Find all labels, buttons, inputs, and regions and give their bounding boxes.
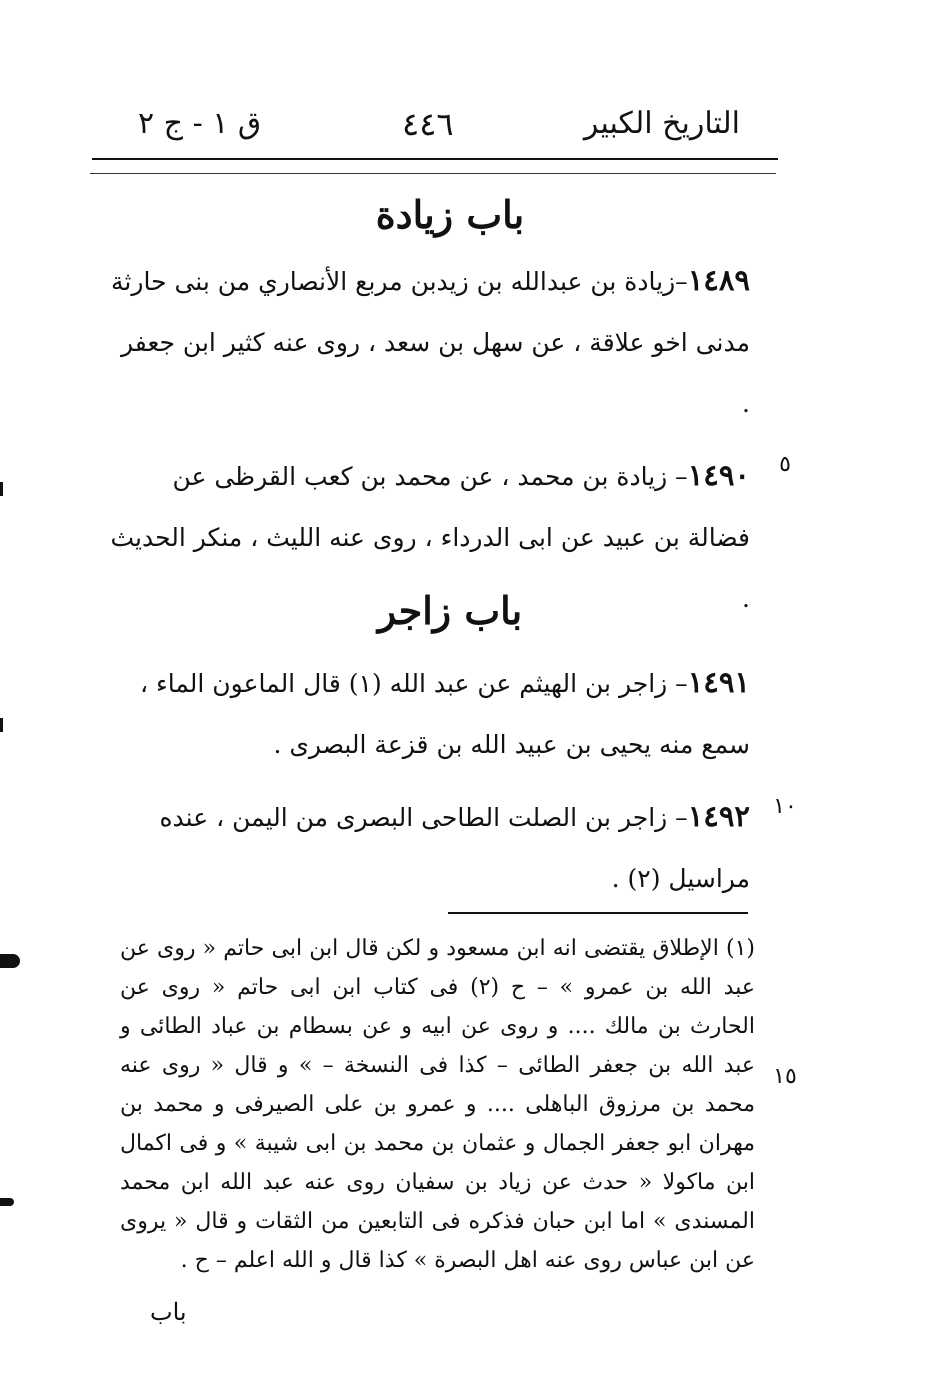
entry-text: – زيادة بن محمد ، عن محمد بن كعب القرظى عن فضالة بن عبيد عن ابى الدرداء ، روى عنه الليث ، منكر الحديث .	[110, 462, 750, 613]
edge-mark	[0, 718, 3, 732]
line-number: ٥	[779, 452, 791, 477]
section-heading: باب زيادة	[375, 192, 525, 237]
entry-text: – زاجر بن الهيثم عن عبد الله (١) قال الماعون الماء ، سمع منه يحيى بن عبيد الله بن قزعة البصرى .	[139, 669, 750, 759]
edge-mark	[0, 954, 20, 968]
header-rule-secondary	[90, 173, 776, 174]
line-number: ١٥	[773, 1064, 797, 1089]
entry	[110, 652, 750, 775]
entry-number: ١٤٩١	[687, 665, 750, 699]
entry	[110, 250, 750, 434]
entry-text: – زاجر بن الصلت الطاحى البصرى من اليمن ، عنده مراسيل (٢) .	[159, 803, 750, 893]
entry-number: ١٤٨٩	[687, 263, 750, 297]
volume-part: ق ١ - ج ٢	[138, 106, 262, 141]
footnotes: (١) الإطلاق يقتضى انه ابن مسعود و لكن قال ابن ابى حاتم « روى عن عبد الله بن عمرو » – ح (٢) فى كتاب ابن ابى حاتم « روى عن الحارث بن مالك .... و روى عن ابيه و عن بسطام بن عباد الطائى و عبد الله بن جعفر الطائى – كذا فى النسخة – » و قال « روى عنه محمد بن مرزوق الباهلى .... و عمرو بن على الصيرفى و محمد بن مهران ابو جعفر الجمال و عثمان بن محمد بن ابى شيبة » و فى اكمال ابن ماكولا « حدث عن زياد بن سفيان روى عنه عبد الله ابن محمد المسندى » اما ابن حبان فذكره فى التابعين من الثقات و قال « يروى عن ابن عباس روى عنه اهل البصرة » كذا قال و الله اعلم – ح .	[120, 936, 755, 1273]
section-heading: باب زاجر	[377, 588, 523, 633]
page-number: ٤٤٦	[402, 105, 454, 143]
entry-number: ١٤٩٢	[687, 799, 750, 833]
header-rule	[92, 158, 778, 160]
catchword: باب	[150, 1298, 187, 1326]
book-title: التاريخ الكبير	[583, 106, 740, 141]
running-head	[130, 98, 740, 150]
entry	[110, 786, 750, 909]
line-number: ١٠	[773, 794, 797, 819]
entry-number: ١٤٩٠	[687, 458, 750, 492]
edge-mark	[0, 1198, 14, 1206]
entry-text: –زيادة بن عبدالله بن زيدبن مربع الأنصاري من بنى حارثة مدنى اخو علاقة ، عن سهل بن سعد ، روى عنه كثير ابن جعفر .	[111, 267, 750, 418]
edge-mark	[0, 482, 3, 496]
footnote-rule	[448, 912, 748, 914]
